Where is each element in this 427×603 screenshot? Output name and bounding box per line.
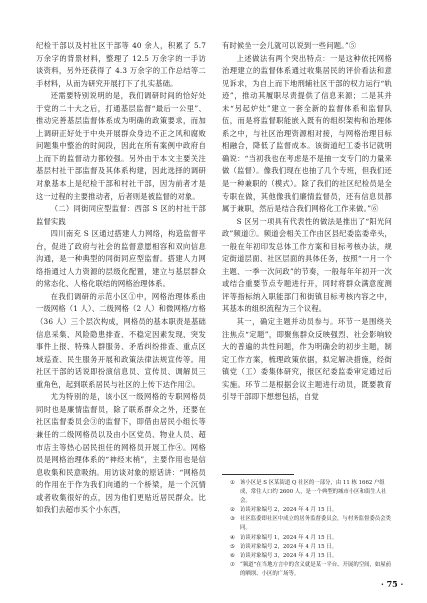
footnote (222, 543, 392, 552)
footnote (222, 561, 392, 579)
paragraph: 有时候坐一会儿就可以说到一些问题。”⑤ (222, 41, 357, 50)
footnote-marker: ④ (230, 534, 235, 541)
footnote-marker: ② (230, 507, 235, 514)
footnote-marker: ① (230, 480, 235, 486)
paragraph: 四川南充 S 区通过搭建人力网络，构造监督平台，促进了政府与社会的监督意愿相容和双向信息沟通，是一种典型的同街同应型监督。搭建人力网络指通过人力资源的层级化配置，建立与基层群众的常态化、人格化联结的网格治理体系。 (36, 229, 206, 289)
footnote (222, 534, 392, 543)
paragraph: 其一，确定主题并动员参与。环节一是围绕关注焦点“定题”，即聚焦群众反映强烈、社会影响较大的普遍的共性问题，作为明确会的初步主题，制定工作方案，梳理政策依据，拟定解决措施，经街镇党（工）委集体研究，报区纪委监委审定通过后实施。环节二是根据会议主题进行动员，既要教育引导干部即下想想包括，自觉 (222, 317, 392, 402)
footnote-text: “频道”在当地方言中的含义就是某一平台、开展的空间，如屋前的晒坝、小区的广场等。 (240, 561, 392, 577)
footnote-text: 访谈对象编号 2，2024 年 4 月 15 日。 (240, 543, 338, 550)
footnote-text: 访谈对象编号 2，2024 年 4 月 15 日。 (240, 507, 338, 514)
right-text-column (222, 40, 392, 404)
footnote (222, 515, 392, 533)
paragraph: 上述做法有两个突出特点：一是这种依托网格治理建立的监督体系通过收集居民的评价看法和意见诉求，为自上而下地刑辅社区干部的权力运行“轨迹”，推动其履职尽责提供了信息来源；二是其并未“另起炉灶”建立一套全新的监督体系和监督队伍，而是将监督职能嵌入既有的组织架构和治理体系之中，与社区治理资源相对接，与网格治理目标相融合，降低了监督成本。该街道纪工委书记就明确说：“当初我也在考虑是不是抽一支专门的力量来做（监督）。像我们现在也抽了几个专班，但我们还是一种兼职的（模式）。除了我们的社区纪检员是全专职在做，其他像我们廉情监督员，还有信息员都属于兼职，然后是结合我们网格化工作来做。”⑥ (222, 53, 392, 214)
footnote-text: 社区监委即社区中成立的居务监督委员会，与村务监督委员会类同。 (240, 516, 391, 532)
footnote-separator (222, 474, 294, 475)
paragraph: S 区另一项具有代表性的做法是推出了“阳光问政”频道⑦。频道会相关工作由区县纪委监委牵头，一般在年初印发总体工作方案和目标考核办法，规定街道层面、社区层面的具体任务，按照“一月一个主题、一季一次问政”的节奏，一般每年年初开一次或结合重要节点专题进行开，同时将群众满意度测评等指标纳入职能部门和街镇目标考核内容之中，其基本的组织流程为三个议程。 (222, 216, 392, 314)
footnote (222, 552, 392, 561)
paragraph: 在我们调研的示范小区①中，网格治理体系由一级网格（1 人）、二级网格（2 人）和微网格/方格（36 人）三个层次构成，网格员的基本职责是基础信息采集、风险隐患排查、不稳定因素发现、突发事件上报、特殊人群服务、矛盾纠纷排查、重点区域巡查、民生服务开展和政策法律法规宣传等。用社区干部的话说即扮演信息员、宣传员、调解员三重角色，起到联系居民与社区的上传下达作用②。 (36, 291, 206, 389)
paragraph: 尤为特别的是，该小区一级网格的专职网格员同时也是廉情监督员，除了联系群众之外，还要在社区监督委员会③的监督下，即借由居民小组长等兼任的二级网格员以及由小区党员、物业人员、超市店主等热心居民担任的网格员开展工作④。网格员是网格治理体系的“神经末梢”，主要作用也是信息收集和民意吸纳。用访谈对象的原话讲：“网格员的作用在于作为我们向通的一个桥梁，是一个沉情或者收集很好的点，因为他们更贴近居民群众。比如我们去超市买个小东西， (36, 392, 206, 515)
left-text-column (36, 40, 206, 517)
paragraph: 还需要特别说明的是，我们调研时间的恰好处于党的二十大之后，打通基层监督“最后一公里”、推动完善基层监督体系成为明确的政策要求，而加上调研正好处于中央开展群众身边不正之风和腐败问题集中整治的时间段，因此在所有案例中政府自上而下的监督动力都较强。另外由于本文主要关注基层村社干部监督及其体系构建，因此选择的调研对象基本上是纪检干部和村社干部，因为前者才是这一过程的主要推动者，后者则是被监督的对象。 (36, 91, 206, 201)
footnotes (222, 479, 392, 579)
footnote-text: 访谈对象编号 3，2024 年 4 月 15 日。 (240, 552, 338, 559)
footnote-text: 访谈对象编号 1，2024 年 4 月 15 日。 (240, 534, 338, 541)
footnote-marker: ⑦ (230, 561, 235, 568)
footnote-text: 该小区是 S 区某街道 Q 社区的一部分，由 11 栋 1662 户组成，常住人口约 2600 人，是一个典型的城市小区和街生人社会。 (240, 480, 387, 505)
page-number: · 75 · (381, 579, 404, 589)
footnote-marker: ③ (230, 516, 235, 523)
footnote-marker: ⑤ (230, 543, 235, 550)
section-heading: （二）同街同应型监督：西部 S 区的村社干部监督实践 (36, 204, 206, 226)
footnote (222, 506, 392, 515)
footnote (222, 479, 392, 506)
paragraph: 纪检干部以及村社区干部等 40 余人，积累了 5.7 万余字的背景材料，整理了 12.5 万余字的一手访谈资料，另外还获得了 4.3 万余字的工作总结等二手材料，从而为研究开展打下了扎实基础。 (36, 41, 206, 88)
footnote-marker: ⑥ (230, 552, 235, 559)
